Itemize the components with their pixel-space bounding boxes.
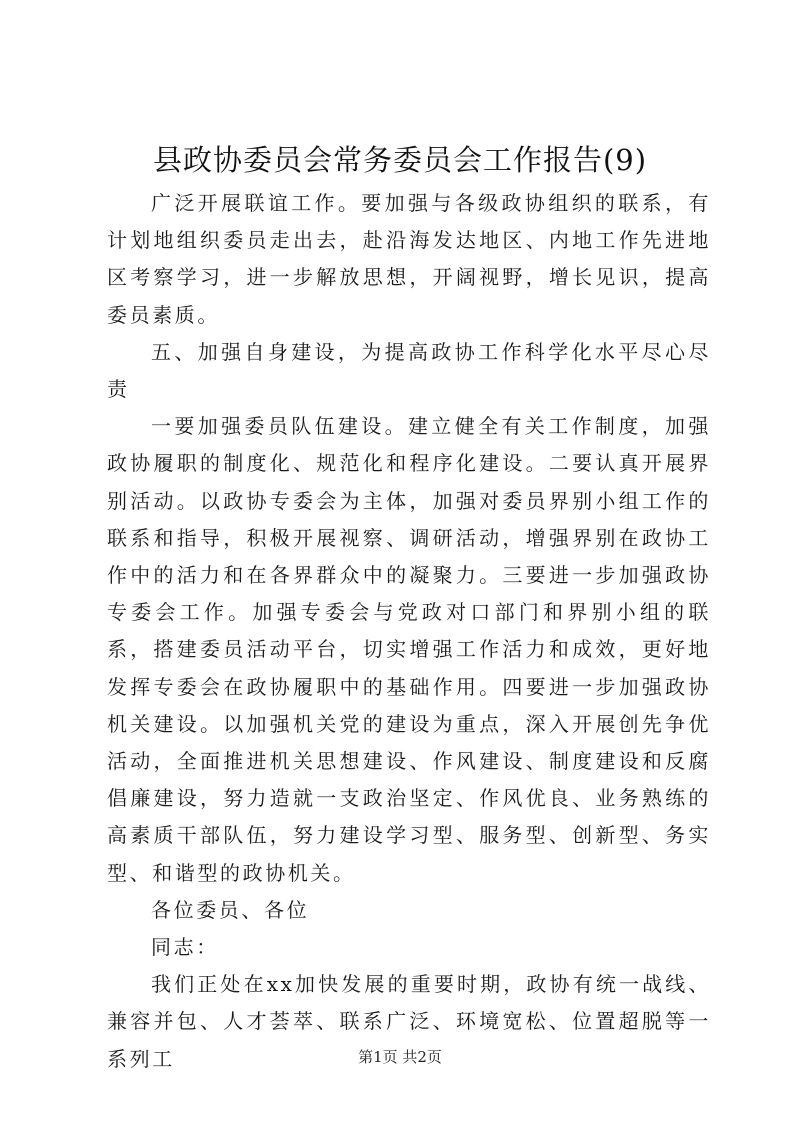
- paragraph-development-period: 我们正处在xx加快发展的重要时期，政协有统一战线、兼容并包、人才荟萃、联系广泛、环境宽松、位置超脱等一系列工: [107, 972, 711, 1071]
- page-title: 县政协委员会常务委员会工作报告(9): [152, 143, 648, 177]
- paragraph-salutation-members: 各位委员、各位: [151, 897, 310, 922]
- paragraph-salutation-comrades: 同志：: [151, 935, 219, 960]
- document-body: [107, 185, 711, 1078]
- page-number-footer: 第1页 共2页: [358, 1048, 442, 1066]
- paragraph-liaison-work: 广泛开展联谊工作。要加强与各级政协组织的联系，有计划地组织委员走出去，赴沿海发达地区、内地工作先进地区考察学习，进一步解放思想，开阔视野，增长见识，提高委员素质。: [107, 191, 711, 327]
- section-heading-self-building: 五、加强自身建设，为提高政协工作科学化水平尽心尽责: [107, 339, 711, 402]
- paragraph-self-building-measures: 一要加强委员队伍建设。建立健全有关工作制度，加强政协履职的制度化、规范化和程序化建设。二要认真开展界别活动。以政协专委会为主体，加强对委员界别小组工作的联系和指导，积极开展视察、调研活动，增强界别在政协工作中的活力和在各界群众中的凝聚力。三要进一步加强政协专委会工作。加强专委会与党政对口部门和界别小组的联系，搭建委员活动平台，切实增强工作活力和成效，更好地发挥专委会在政协履职中的基础作用。四要进一步加强政协机关建设。以加强机关党的建设为重点，深入开展创先争优活动，全面推进机关思想建设、作风建设、制度建设和反腐倡廉建设，努力造就一支政治坚定、作风优良、业务熟练的高素质干部队伍，努力建设学习型、服务型、创新型、务实型、和谐型的政协机关。: [107, 414, 711, 885]
